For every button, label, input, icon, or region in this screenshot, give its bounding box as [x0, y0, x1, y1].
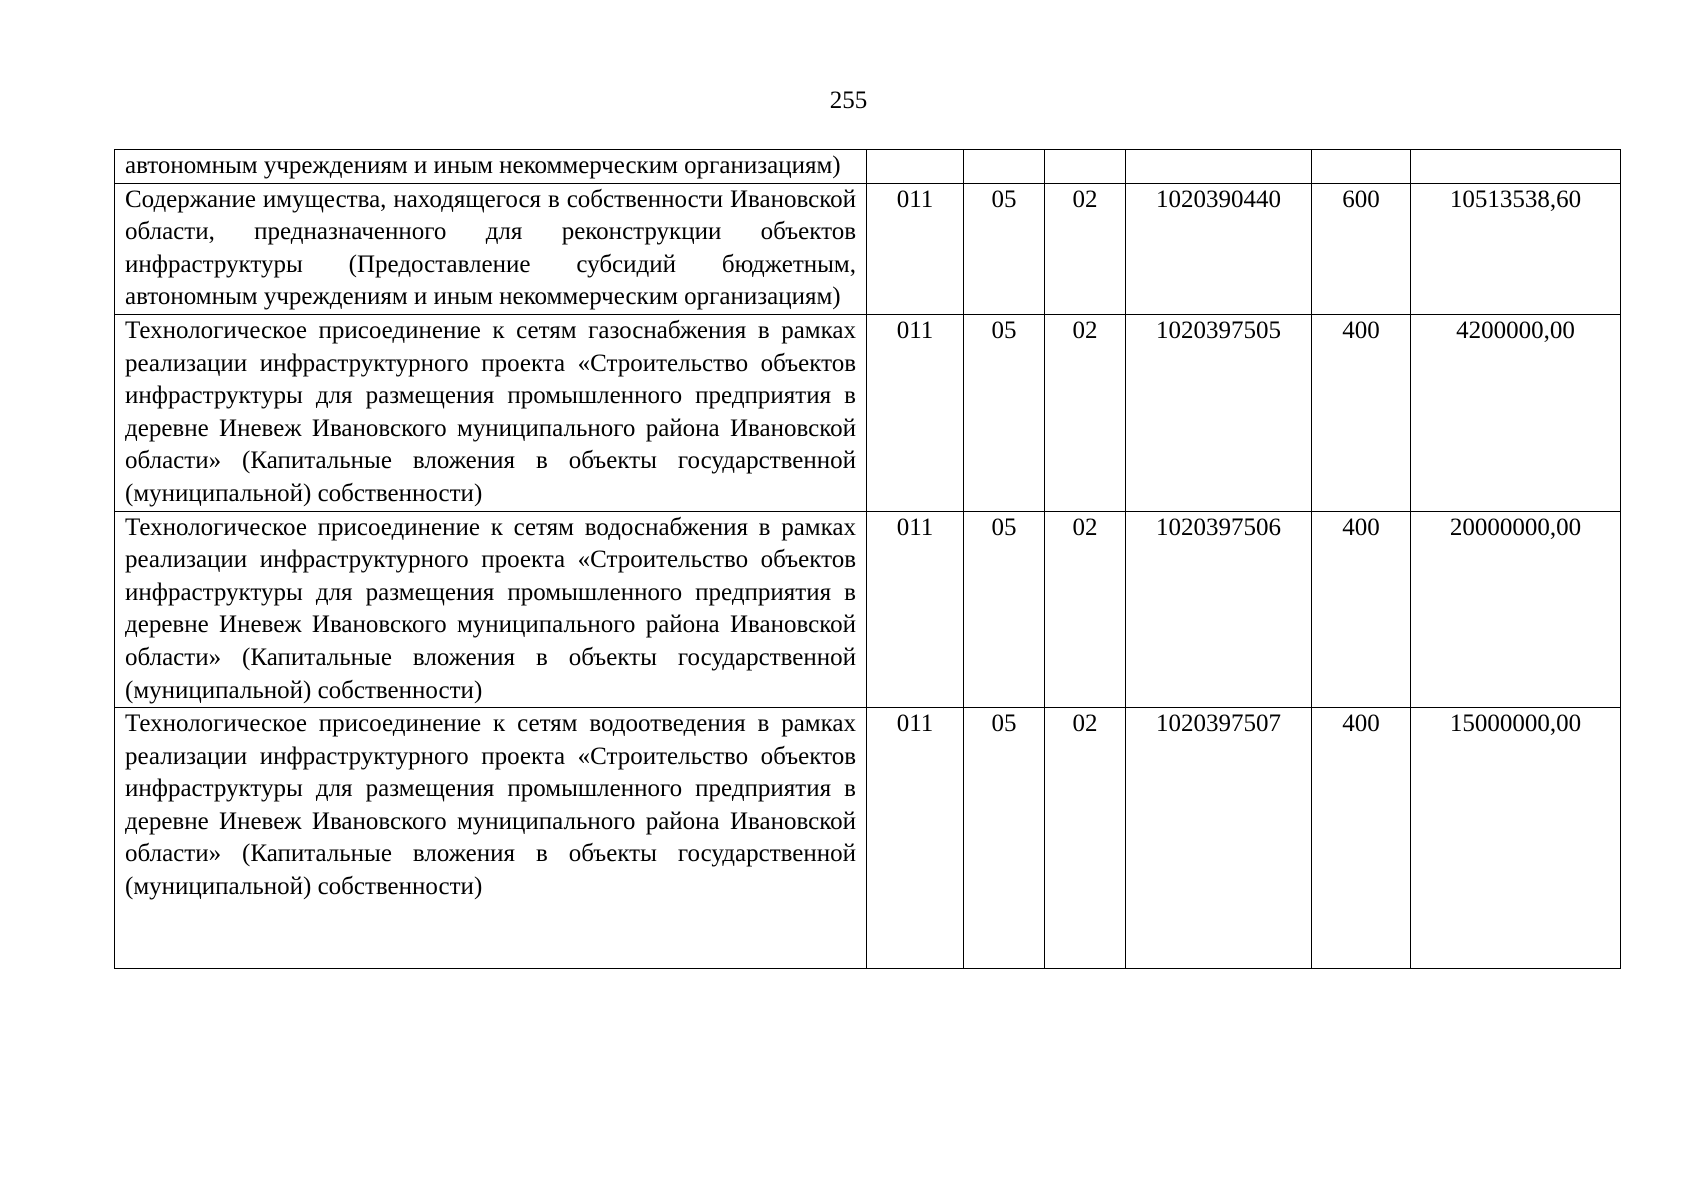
- row-admin-code: 011: [867, 511, 964, 708]
- row-amount: 4200000,00: [1411, 314, 1621, 511]
- row-admin-code: 011: [867, 708, 964, 969]
- row-target-code: 1020397507: [1126, 708, 1312, 969]
- row-amount: 15000000,00: [1411, 708, 1621, 969]
- row-description: Технологическое присоединение к сетям водоотведения в рамках реализации инфраструктурного проекта «Строительство объектов инфраструктуры для размещения промышленного предприятия в деревне Иневеж Ивановского муниципального района Ивановской области» (Капитальные вложения в объекты государственной (муниципальной) собственности): [115, 708, 867, 969]
- table-row: [115, 150, 1621, 184]
- row-subsection-code: 02: [1045, 708, 1126, 969]
- row-section-code: 05: [964, 708, 1045, 969]
- row-amount: 20000000,00: [1411, 511, 1621, 708]
- row-admin-code: [867, 150, 964, 184]
- page-number: 255: [829, 87, 868, 114]
- row-subsection-code: 02: [1045, 314, 1126, 511]
- row-expense-type: 400: [1312, 511, 1411, 708]
- row-section-code: 05: [964, 183, 1045, 314]
- row-target-code: [1126, 150, 1312, 184]
- row-expense-type: [1312, 150, 1411, 184]
- row-section-code: 05: [964, 314, 1045, 511]
- budget-table: [114, 149, 1621, 969]
- row-section-code: [964, 150, 1045, 184]
- row-expense-type: 400: [1312, 708, 1411, 969]
- row-target-code: 1020390440: [1126, 183, 1312, 314]
- row-description: автономным учреждениям и иным некоммерческим организациям): [115, 150, 867, 184]
- row-admin-code: 011: [867, 183, 964, 314]
- row-subsection-code: 02: [1045, 183, 1126, 314]
- row-target-code: 1020397505: [1126, 314, 1312, 511]
- row-amount: [1411, 150, 1621, 184]
- row-description: Технологическое присоединение к сетям газоснабжения в рамках реализации инфраструктурного проекта «Строительство объектов инфраструктуры для размещения промышленного предприятия в деревне Иневеж Ивановского муниципального района Ивановской области» (Капитальные вложения в объекты государственной (муниципальной) собственности): [115, 314, 867, 511]
- row-description: Технологическое присоединение к сетям водоснабжения в рамках реализации инфраструктурного проекта «Строительство объектов инфраструктуры для размещения промышленного предприятия в деревне Иневеж Ивановского муниципального района Ивановской области» (Капитальные вложения в объекты государственной (муниципальной) собственности): [115, 511, 867, 708]
- row-admin-code: 011: [867, 314, 964, 511]
- row-target-code: 1020397506: [1126, 511, 1312, 708]
- table-row: [115, 511, 1621, 708]
- table-row: [115, 183, 1621, 314]
- table-row: [115, 708, 1621, 969]
- row-description: Содержание имущества, находящегося в собственности Ивановской области, предназначенного для реконструкции объектов инфраструктуры (Предоставление субсидий бюджетным, автономным учреждениям и иным некоммерческим организациям): [115, 183, 867, 314]
- row-expense-type: 400: [1312, 314, 1411, 511]
- row-subsection-code: 02: [1045, 511, 1126, 708]
- row-expense-type: 600: [1312, 183, 1411, 314]
- row-section-code: 05: [964, 511, 1045, 708]
- row-subsection-code: [1045, 150, 1126, 184]
- table-row: [115, 314, 1621, 511]
- row-amount: 10513538,60: [1411, 183, 1621, 314]
